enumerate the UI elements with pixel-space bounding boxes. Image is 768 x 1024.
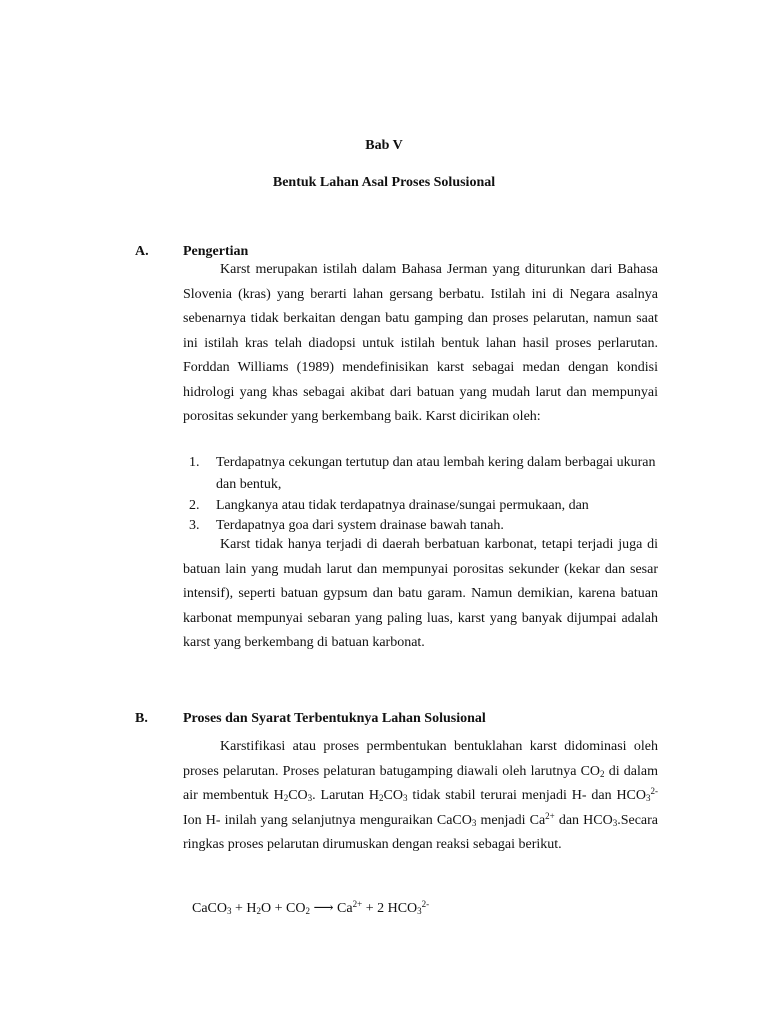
list-text: Langkanya atau tidak terdapatnya drainase/sungai permukaan, dan [216, 498, 589, 513]
section-a-paragraph-2: Karst tidak hanya terjadi di daerah berbatuan karbonat, tetapi terjadi juga di batuan lain yang mudah larut dan mempunyai porositas sekunder (kekar dan sesar intensif), seperti batuan gypsum dan batu garam. Namun demikian, karena batuan karbonat mempunyai sebaran yang paling luas, karst yang banyak dijumpai adalah karst yang berkembang di batuan karbonat. [183, 537, 658, 650]
list-number: 3. [189, 518, 200, 533]
section-a-letter: A. [135, 244, 149, 259]
chapter-label: Bab V [365, 138, 403, 153]
section-a-paragraph-1: Karst merupakan istilah dalam Bahasa Jerman yang diturunkan dari Bahasa Slovenia (kras) yang berarti lahan gersang berbatu. Istilah ini di Negara asalnya sebenarnya tidak berkaitan dengan batu gamping dan proses pelarutan, namun saat ini istilah kras telah diadopsi untuk istilah bentuk lahan hasil proses perlarutan. Forddan Williams (1989) mendefinisikan karst sebagai medan dengan kondisi hidrologi yang khas sebagai akibat dari batuan yang mudah larut dan mempunyai porositas sekunder yang berkembang baik. Karst dicirikan oleh: [183, 262, 658, 424]
section-a-heading: Pengertian [183, 244, 249, 259]
list-text: Terdapatnya goa dari system drainase bawah tanah. [216, 518, 504, 533]
list-item [189, 452, 659, 496]
section-b-paragraph-1: Karstifikasi atau proses permbentukan bentuklahan karst didominasi oleh proses pelarutan. Proses pelaturan batugamping diawali oleh larutnya $CO_2$ di dalam air membentuk $H_2CO_3$. Larutan $H_2CO_3$ tidak stabil terurai menjadi H- dan $HCO_3^{2-}$ Ion H- inilah yang selanjutnya menguraikan CaCO$_3$ menjadi $Ca^{2+}$ dan $HCO_3.Secara$ ringkas proses pelarutan dirumuskan dengan reaksi sebagai berikut. [183, 739, 658, 852]
list-item [189, 496, 659, 516]
list-text: Terdapatnya cekungan tertutup dan atau lembah kering dalam berbagai ukuran dan bentuk, [216, 455, 656, 492]
page-title: Bentuk Lahan Asal Proses Solusional [272, 175, 496, 190]
characteristics-list [189, 452, 659, 536]
section-b-heading: Proses dan Syarat Terbentuknya Lahan Solusional [183, 711, 486, 726]
section-b-letter: B. [135, 711, 148, 726]
list-number: 1. [189, 455, 200, 470]
reaction-formula: CaCO$_3$ + $H_2O + CO_2$ ⟶ $Ca^{2+} + 2$ $HCO_3^{2-}$ [192, 899, 430, 916]
list-number: 2. [189, 498, 200, 513]
